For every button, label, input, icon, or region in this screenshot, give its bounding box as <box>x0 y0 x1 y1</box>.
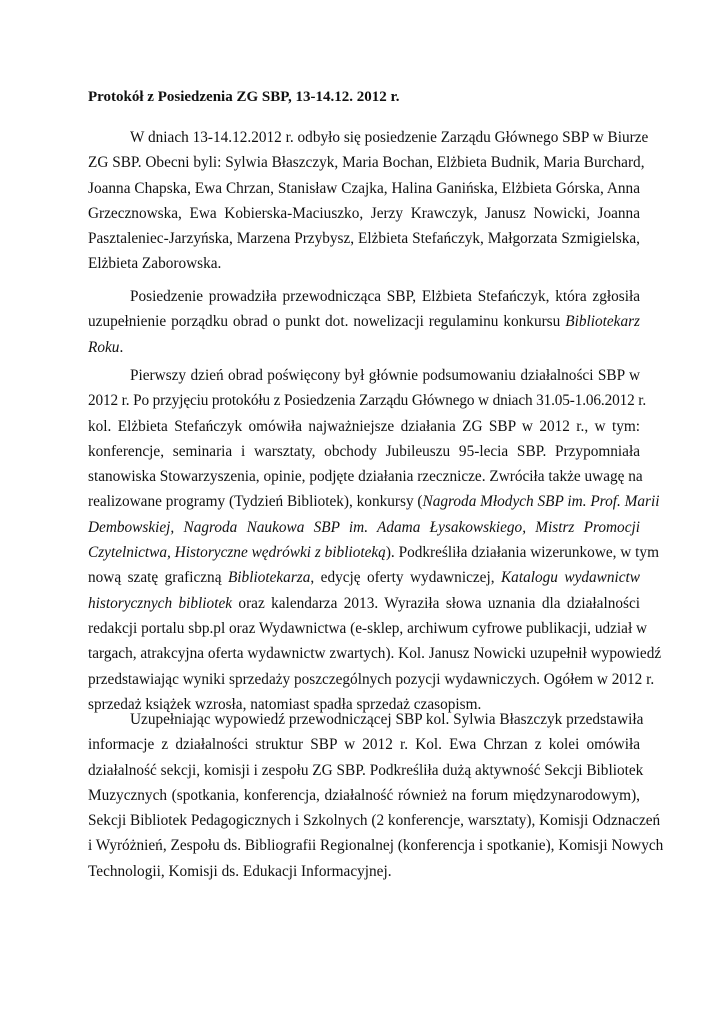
text-segment: realizowane programy (Tydzień Bibliotek), konkursy ( <box>88 493 423 511</box>
text-line: Pasztaleniec-Jarzyńska, Marzena Przybysz, Elżbieta Stefańczyk, Małgorzata Szmigielska, <box>88 230 640 248</box>
paragraph-chair <box>88 284 640 360</box>
text-line: Technologii, Komisji ds. Edukacji Informacyjnej. <box>88 862 392 880</box>
text-segment: . <box>119 338 124 356</box>
text-line <box>88 515 640 540</box>
italic-title: Nagroda Młodych SBP im. Prof. Marii <box>422 493 660 511</box>
text-segment: nową szatę graficzną <box>88 569 228 587</box>
text-line: W dniach 13-14.12.2012 r. odbyło się posiedzenie Zarządu Głównego SBP w Biurze <box>130 129 649 146</box>
text-line: Elżbieta Zaborowska. <box>88 255 222 273</box>
text-line: konferencje, seminaria i warsztaty, obchody Jubileuszu 95-lecia SBP. Przypomniała <box>88 442 640 460</box>
text-line <box>88 335 640 360</box>
text-line: działalność sekcji, komisji i zespołu ZG SBP. Podkreśliła dużą aktywność Sekcji Bibliotek <box>88 761 644 779</box>
text-line: Posiedzenie prowadziła przewodnicząca SBP, Elżbieta Stefańczyk, która zgłosiła <box>130 288 640 305</box>
paragraph-first-day <box>88 363 662 717</box>
text-line: i Wyróżnień, Zespołu ds. Bibliografii Regionalnej (konferencja i spotkanie), Komisji Nowych <box>88 837 664 855</box>
italic-title: Dembowskiej, Nagroda Naukowa SBP im. Adama Łysakowskiego, Mistrz Promocji <box>88 518 640 536</box>
italic-title: Roku <box>88 338 120 356</box>
italic-title: Bibliotekarz <box>565 313 640 331</box>
text-line: ZG SBP. Obecni byli: Sylwia Błaszczyk, Maria Bochan, Elżbieta Budnik, Maria Burchard, <box>88 154 645 172</box>
italic-title: historycznych bibliotek <box>88 594 233 612</box>
text-line: informacje z działalności struktur SBP w 2012 r. Kol. Ewa Chrzan z kolei omówiła <box>88 736 640 754</box>
text-line: stanowiska Stowarzyszenia, opinie, podjęte działania rzecznicze. Zwróciła także uwagę na <box>88 468 643 486</box>
italic-title: Czytelnictwa, Historyczne wędrówki z biblioteką <box>88 544 386 562</box>
text-line: 2012 r. Po przyjęciu protokółu z Posiedzenia Zarządu Głównego w dniach 31.05-1.06.2012 r. <box>88 392 647 410</box>
text-line: przedstawiając wyniki sprzedaży poszczególnych pozycji wydawniczych. Ogółem w 2012 r. <box>88 670 655 688</box>
text-line: Uzupełniając wypowiedź przewodniczącej SBP kol. Sylwia Błaszczyk przedstawiła <box>130 711 644 728</box>
text-line <box>88 540 659 565</box>
text-line <box>88 565 640 590</box>
text-segment: , edycję oferty wydawniczej, <box>310 569 501 587</box>
text-segment: ). Podkreśliła działania wizerunkowe, w tym <box>385 544 659 562</box>
text-line: Grzecznowska, Ewa Kobierska-Maciuszko, Jerzy Krawczyk, Janusz Nowicki, Joanna <box>88 204 640 222</box>
text-line <box>88 591 640 616</box>
text-segment: uzupełnienie porządku obrad o punkt dot. nowelizacji regulaminu konkursu <box>88 313 566 331</box>
paragraph-attendance <box>88 125 649 277</box>
italic-title: Bibliotekarza <box>227 569 311 587</box>
text-line: sprzedaż książek wzrosła, natomiast spadła sprzedaż czasopism. <box>88 695 482 713</box>
text-line: targach, atrakcyjna oferta wydawnictw zwartych). Kol. Janusz Nowicki uzupełnił wypowiedź <box>88 645 662 663</box>
text-line <box>88 309 640 334</box>
text-line: Joanna Chapska, Ewa Chrzan, Stanisław Czajka, Halina Ganińska, Elżbieta Górska, Anna <box>88 179 640 197</box>
italic-title: Katalogu wydawnictw <box>500 569 640 587</box>
text-line: Muzycznych (spotkania, konferencja, działalność również na forum międzynarodowym), <box>88 786 640 804</box>
document-title: Protokół z Posiedzenia ZG SBP, 13-14.12. 2012 r. <box>88 89 400 105</box>
text-line: kol. Elżbieta Stefańczyk omówiła najważniejsze działania ZG SBP w 2012 r., w tym: <box>88 417 640 435</box>
paragraph-sections <box>88 707 664 884</box>
text-segment: oraz kalendarza 2013. Wyraziła słowa uznania dla działalności <box>232 594 640 612</box>
text-line <box>88 489 660 514</box>
text-line: Sekcji Bibliotek Pedagogicznych i Szkolnych (2 konferencje, warsztaty), Komisji Odznaczeń <box>88 812 661 830</box>
text-line: redakcji portalu sbp.pl oraz Wydawnictwa (e-sklep, archiwum cyfrowe publikacji, udział w <box>88 619 648 637</box>
text-line: Pierwszy dzień obrad poświęcony był głównie podsumowaniu działalności SBP w <box>130 367 640 384</box>
